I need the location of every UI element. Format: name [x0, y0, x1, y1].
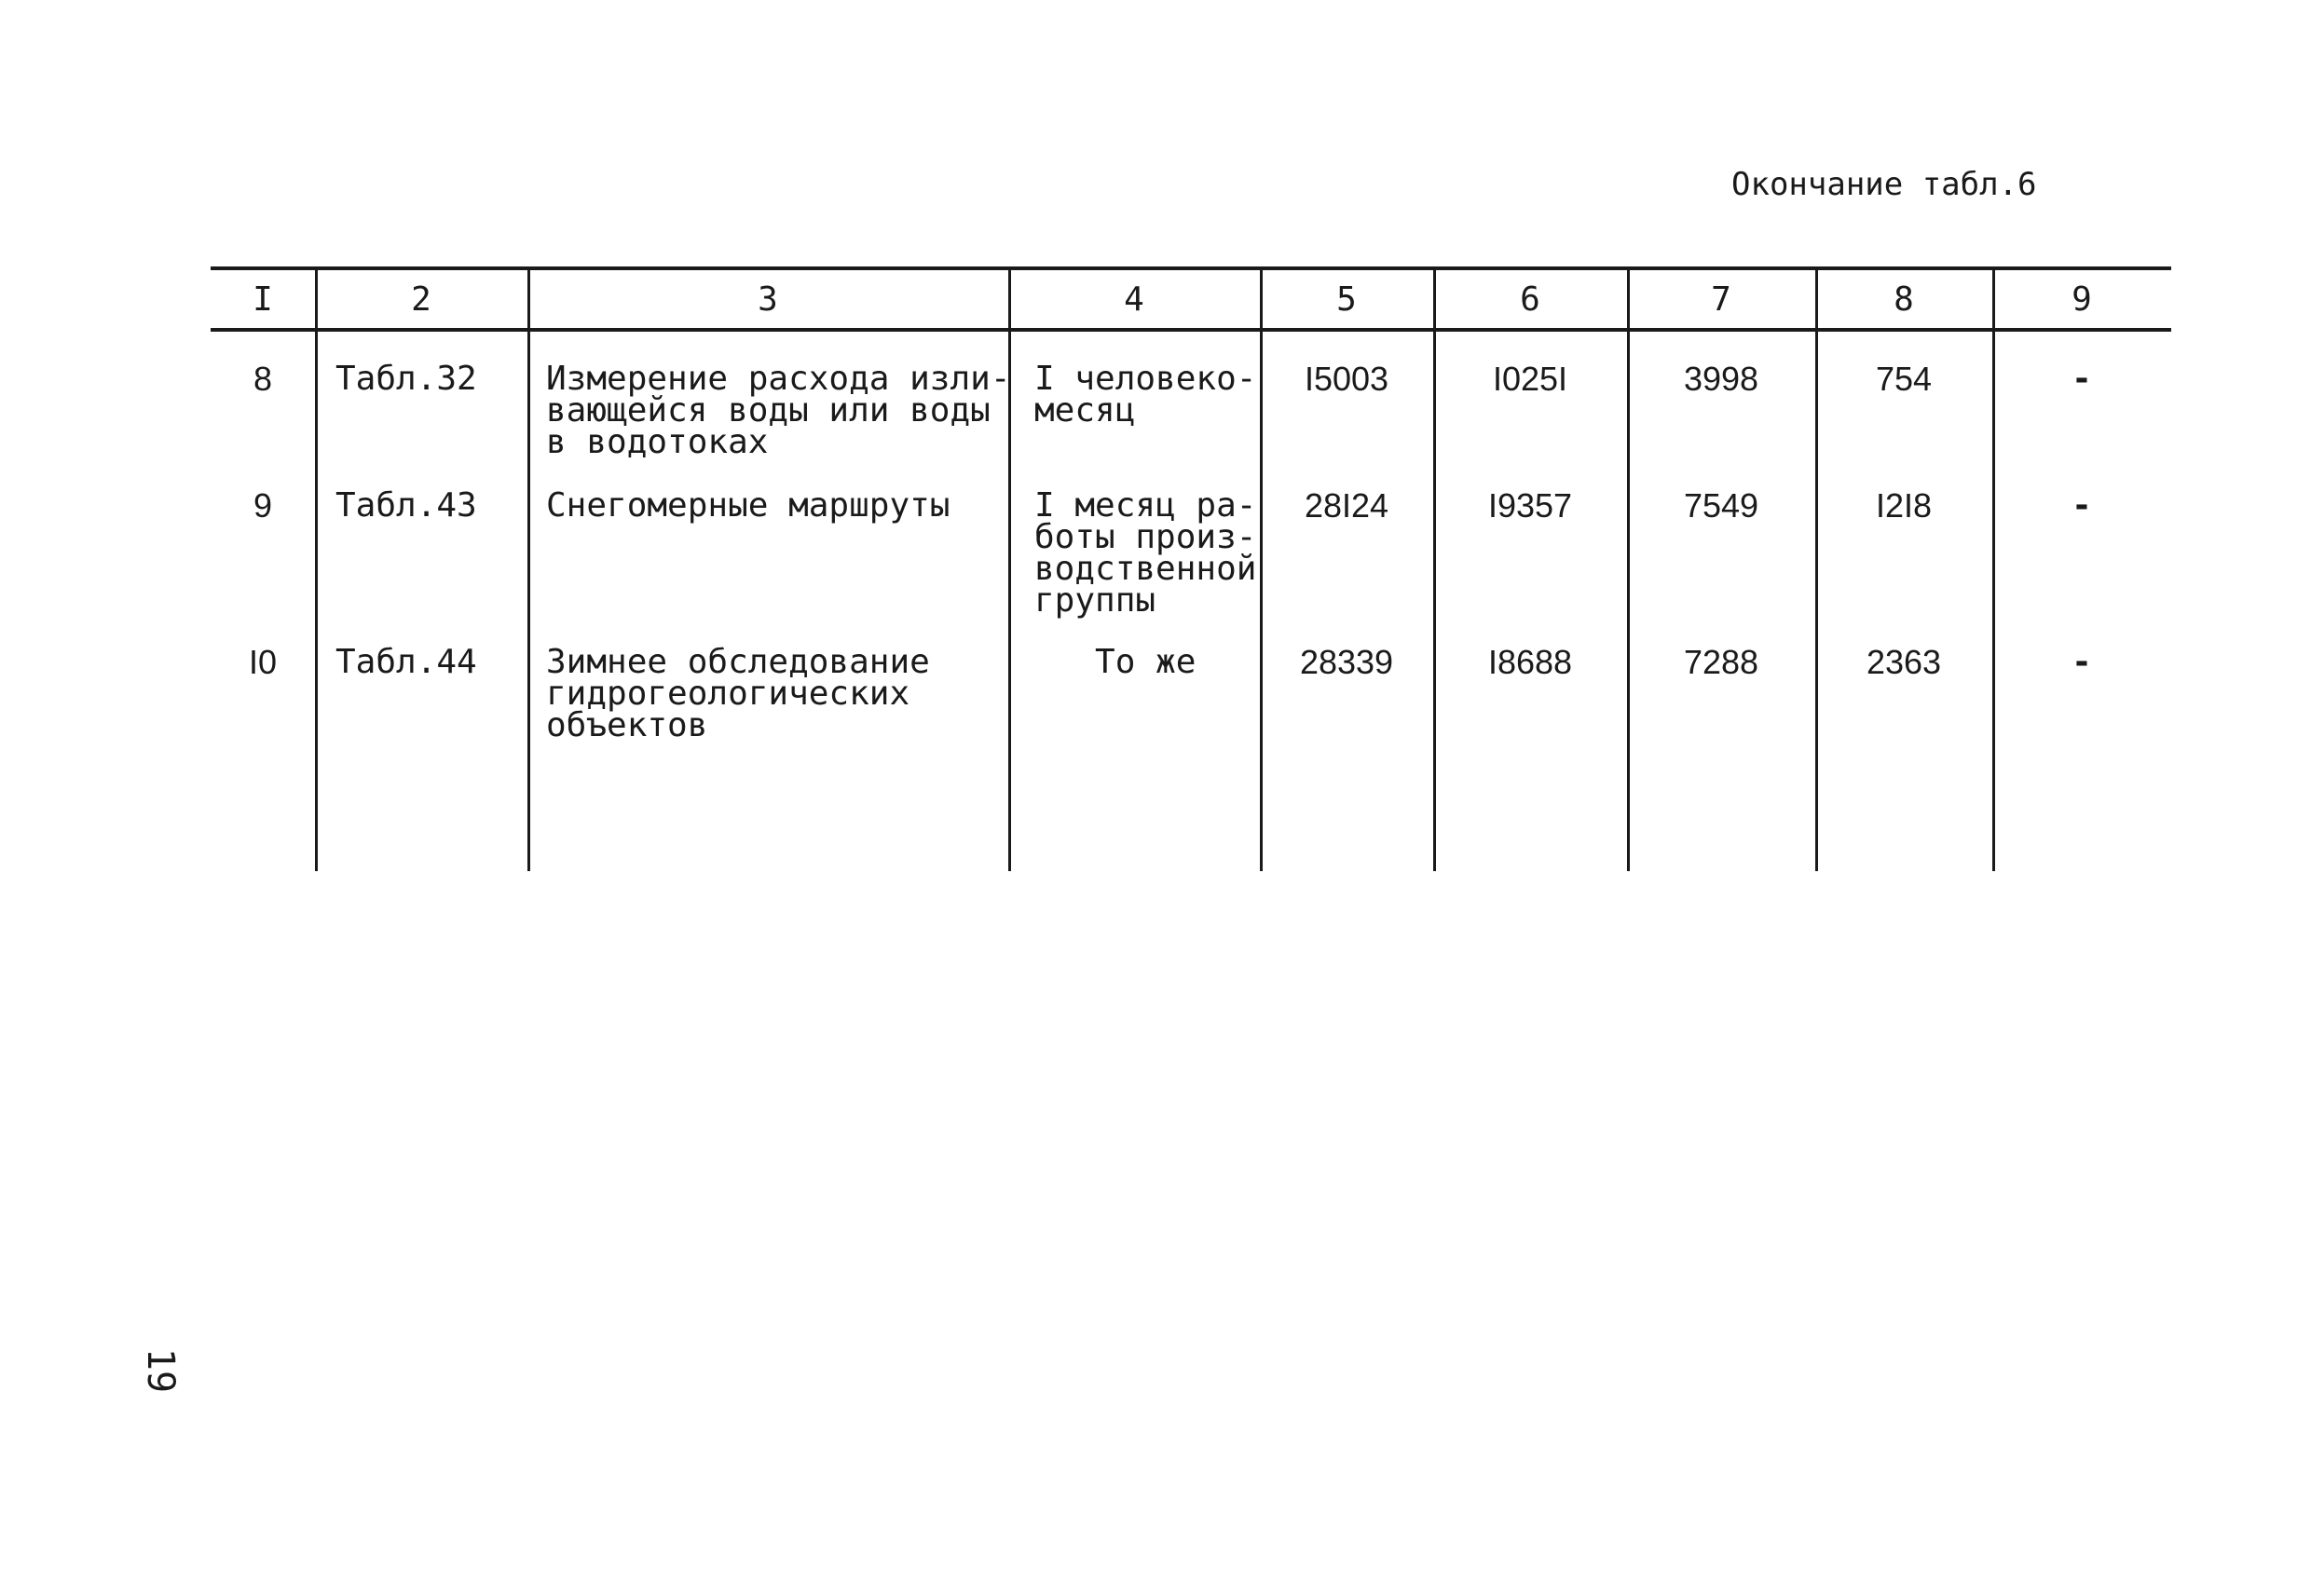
table-top-rule — [211, 266, 2171, 270]
row-number: I0 — [248, 643, 278, 681]
value-col-9: - — [2072, 486, 2092, 525]
value-col-7: 7549 — [1683, 486, 1759, 525]
value-col-8: 754 — [1875, 360, 1933, 398]
row-number: 9 — [253, 486, 273, 525]
value-col-8: 2363 — [1866, 643, 1942, 681]
column-divider — [527, 270, 530, 871]
column-divider — [1433, 270, 1436, 871]
column-divider — [1815, 270, 1818, 871]
column-divider — [1627, 270, 1630, 871]
row-number: 8 — [253, 360, 273, 398]
value-col-7: 7288 — [1683, 643, 1759, 681]
column-divider — [1260, 270, 1263, 871]
column-divider — [315, 270, 318, 871]
header-cell: I — [253, 280, 273, 319]
value-col-5: 28339 — [1299, 643, 1394, 681]
value-col-6: I9357 — [1487, 486, 1573, 525]
work-description: Измерение расхода изли- вающейся воды или воды в водотоках — [546, 360, 1011, 461]
value-col-9: - — [2072, 643, 2092, 681]
work-description: Зимнее обследование гидрогеологических объектов — [546, 643, 930, 744]
header-cell: 3 — [758, 280, 778, 319]
page-number: 19 — [139, 1347, 183, 1394]
table-ref: Табл.43 — [335, 486, 477, 525]
value-col-5: I5003 — [1304, 360, 1389, 398]
table-ref: Табл.44 — [335, 643, 477, 681]
unit-of-measure: I человеко- месяц — [1034, 360, 1257, 430]
value-col-8: I2I8 — [1875, 486, 1933, 525]
value-col-6: I025I — [1492, 360, 1568, 398]
header-cell: 9 — [2072, 280, 2092, 319]
table-ref: Табл.32 — [335, 360, 477, 398]
header-cell: 4 — [1124, 280, 1144, 319]
header-cell: 2 — [411, 280, 431, 319]
header-cell: 6 — [1520, 280, 1540, 319]
value-col-6: I8688 — [1487, 643, 1573, 681]
work-description: Снегомерные маршруты — [546, 486, 950, 525]
value-col-7: 3998 — [1683, 360, 1759, 398]
unit-of-measure: То же — [1034, 643, 1197, 681]
header-cell: 5 — [1336, 280, 1357, 319]
value-col-9: - — [2072, 360, 2092, 398]
table-caption: Окончание табл.6 — [1731, 166, 2037, 203]
header-cell: 7 — [1711, 280, 1731, 319]
unit-of-measure: I месяц ра- боты произ- водственной группы — [1034, 486, 1257, 620]
header-cell: 8 — [1894, 280, 1914, 319]
table-header-rule — [211, 328, 2171, 332]
value-col-5: 28I24 — [1304, 486, 1389, 525]
column-divider — [1992, 270, 1995, 871]
